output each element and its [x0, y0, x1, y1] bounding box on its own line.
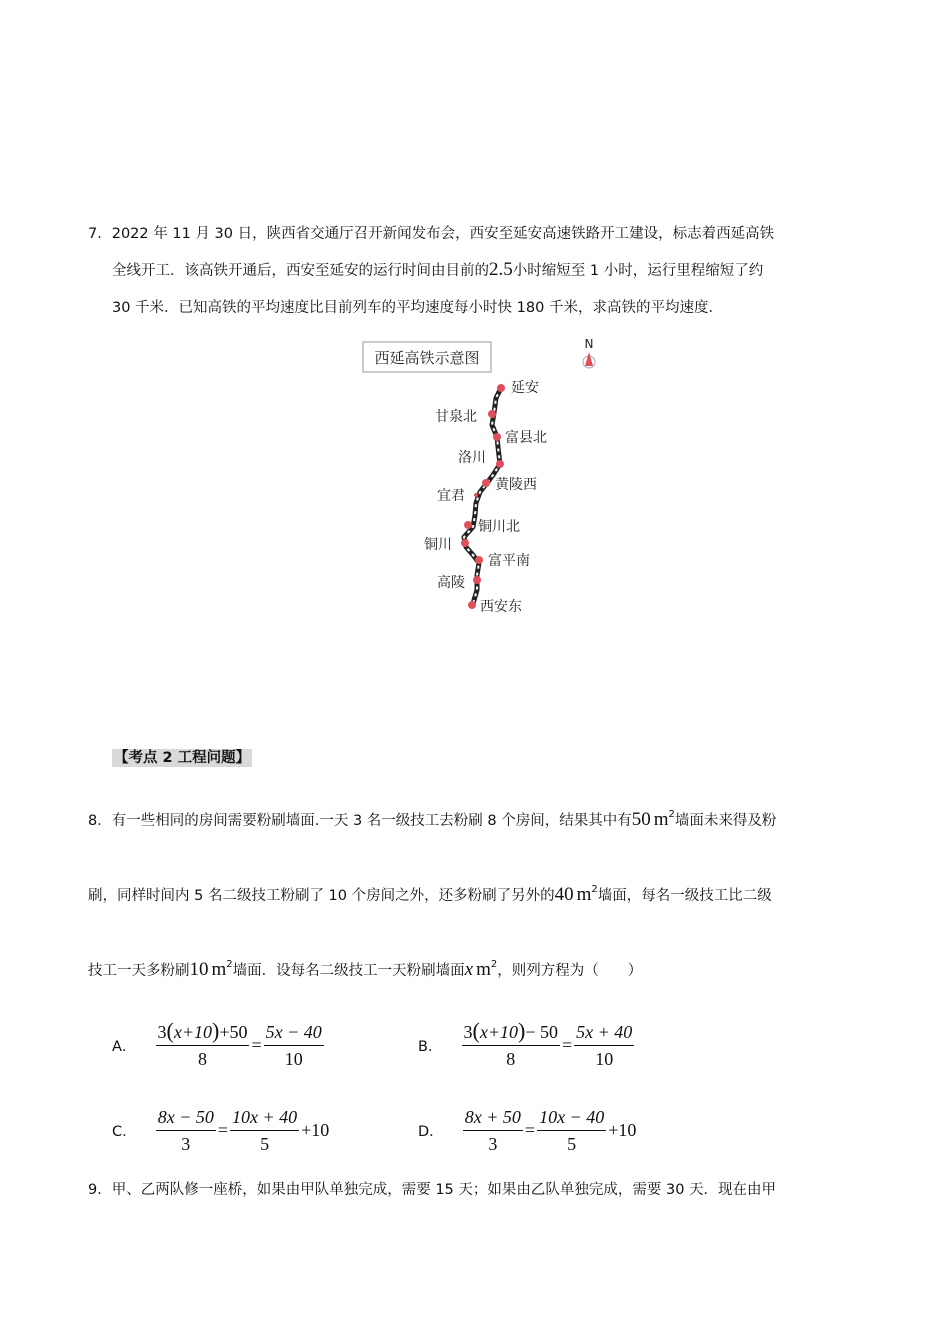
q8-line-2-text-b: 墙面，每名一级技工比二级: [597, 888, 772, 904]
station-label-gaoling: 高陵: [437, 575, 465, 591]
station-dot-tongchuanbei: [464, 521, 472, 529]
q8-sup-2: 2: [591, 884, 598, 895]
q8-line-1-text-a: 8．有一些相同的房间需要粉刷墙面.一天 3 名一级技工去粉刷 8 个房间，结果其中有: [88, 813, 632, 829]
option-d[interactable]: [418, 1106, 638, 1155]
q7-line-2: [112, 260, 763, 281]
station-dot-yijun: [474, 493, 478, 497]
railway-map: [355, 335, 615, 620]
q7-line-2-text-b: 小时缩短至 1 小时，运行里程缩短了约: [512, 263, 764, 279]
q9-line-1: 9．甲、乙两队修一座桥，如果由甲队单独完成，需要 15 天；如果由乙队单独完成，需要 30 天．现在由甲: [88, 1182, 777, 1198]
station-label-ganquanbei: 甘泉北: [435, 409, 477, 425]
station-label-tongchuanbei: 铜川北: [478, 519, 520, 535]
section-heading: [112, 748, 252, 768]
station-dot-luochuan: [482, 479, 490, 487]
option-d-tail: +10: [608, 1120, 637, 1140]
q8-sup-3: 2: [226, 959, 233, 970]
q7-time-value: 2.5: [489, 259, 513, 280]
station-label-yijun: 宜君: [437, 488, 465, 504]
option-d-label: D．: [418, 1124, 444, 1140]
q8-unit-3: m: [211, 959, 227, 980]
q8-line-3-text-c: ，则列方程为（ ）: [497, 963, 643, 979]
q8-line-3: [88, 960, 642, 981]
option-a-label: A．: [112, 1038, 137, 1055]
option-a-lhs: $\frac{3(x+10)+50}{8}$: [157, 1018, 248, 1069]
station-label-luochuan: 洛川: [458, 450, 486, 466]
q8-area-50: 50: [631, 809, 651, 830]
station-label-tongchuan: 铜川: [424, 537, 452, 553]
option-c-equals: =: [217, 1120, 229, 1140]
option-a-equals: =: [251, 1034, 262, 1055]
station-label-yanan: 延安: [511, 380, 539, 396]
q8-line-3-text-a: 技工一天多粉刷: [88, 963, 190, 979]
option-c-label: C．: [112, 1124, 137, 1140]
option-a[interactable]: [112, 1020, 324, 1070]
station-label-huanglingxi: 黄陵西: [495, 477, 537, 493]
option-d-equals: =: [524, 1120, 536, 1140]
q8-line-3-text-b: 墙面．设每名二级技工一天粉刷墙面: [232, 963, 465, 979]
q8-unit-4: m: [476, 959, 491, 980]
option-c-tail: +10: [301, 1120, 330, 1140]
q8-sup-1: 2: [668, 809, 675, 820]
option-b-rhs: $\frac{5x + 40}{10}$: [576, 1021, 633, 1069]
q8-line-2-text-a: 刷，同样时间内 5 名二级技工粉刷了 10 个房间之外，还多粉刷了另外的: [88, 888, 555, 904]
q8-line-1: [88, 810, 776, 831]
option-a-rhs: $\frac{5x - 40}{10}$: [265, 1021, 322, 1069]
option-b-label: B．: [418, 1038, 443, 1055]
option-b[interactable]: [418, 1020, 634, 1070]
q8-unit-1: m: [653, 809, 669, 830]
railway-map-svg: [355, 335, 615, 620]
station-dot-fuxianbei: [493, 433, 501, 441]
station-label-fuxianbei: 富县北: [505, 430, 547, 446]
option-d-rhs: $\frac{10x - 40}{5}$: [539, 1107, 605, 1154]
q8-unit-2: m: [576, 884, 592, 905]
q7-line-3: 30 千米．已知高铁的平均速度比目前列车的平均速度每小时快 180 千米，求高铁的平均速度．: [112, 300, 723, 316]
station-label-xiandong: 西安东: [480, 599, 522, 615]
option-b-lhs: $\frac{3(x+10)- 50}{8}$: [463, 1018, 558, 1069]
q8-sup-4: 2: [490, 959, 498, 970]
option-c-rhs: $\frac{10x + 40}{5}$: [232, 1107, 298, 1154]
q7-line-2-text-a: 全线开工．该高铁开通后，西安至延安的运行时间由目前的: [112, 263, 489, 279]
option-c-lhs: $\frac{8x - 50}{3}$: [157, 1107, 214, 1154]
station-dot-ganquanbei: [488, 410, 496, 418]
option-c[interactable]: [112, 1106, 331, 1155]
station-label-fupingnan: 富平南: [488, 553, 530, 569]
north-arrow-icon: [583, 337, 595, 368]
q8-line-2: [88, 885, 772, 906]
station-dot-yanan: [497, 384, 505, 392]
station-dot-tongchuan: [461, 539, 469, 547]
q7-line-1: 7．2022 年 11 月 30 日，陕西省交通厅召开新闻发布会，西安至延安高速铁路开工建设，标志着西延高铁: [88, 226, 775, 242]
section-label: 【考点 2 工程问题】: [114, 750, 251, 766]
station-dot-gaoling: [473, 576, 481, 584]
station-dot-huanglingxi: [496, 460, 504, 468]
map-title: 西延高铁示意图: [374, 349, 480, 367]
q8-area-40: 40: [554, 884, 574, 905]
station-dot-fupingnan: [475, 556, 483, 564]
north-label: N: [584, 337, 594, 351]
station-dot-xiandong: [468, 601, 476, 609]
option-d-lhs: $\frac{8x + 50}{3}$: [464, 1107, 521, 1154]
q8-variable-x: x: [464, 959, 474, 980]
q8-area-10: 10: [189, 959, 209, 980]
q8-line-1-text-b: 墙面未来得及粉: [674, 813, 777, 829]
option-b-equals: =: [562, 1034, 573, 1055]
